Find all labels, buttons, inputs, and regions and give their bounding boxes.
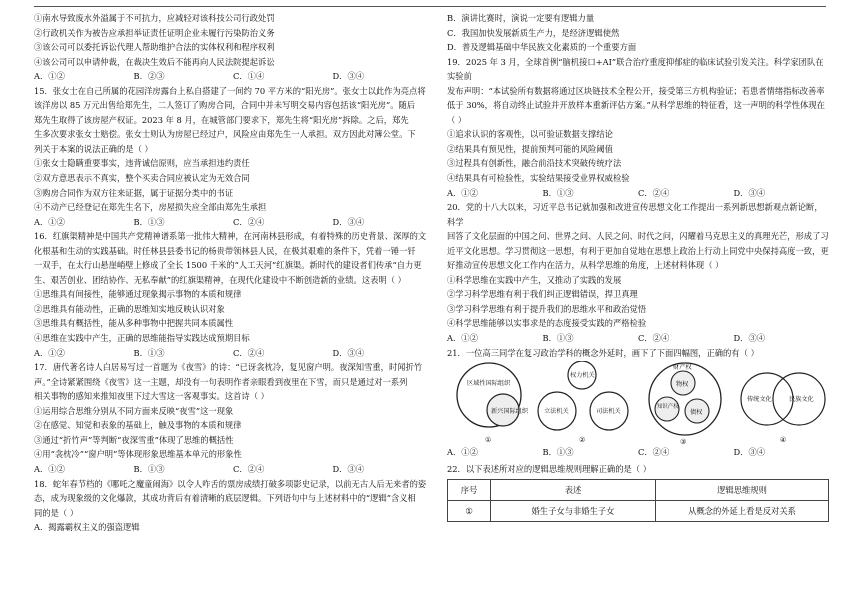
- diagram-1-outer-label: 区域性国际组织: [467, 380, 511, 388]
- q22-stem: 22．以下表述所对应的逻辑思维规则理解正确的是（ ）: [447, 463, 652, 474]
- diagram-3-label-c: 债权: [690, 409, 703, 417]
- q16-item: ②思维具有能动性，正确的思维知实地反映认识对象: [34, 303, 225, 314]
- diagram-1-number: ①: [485, 436, 492, 445]
- q15-item: ②双方意思表示不真实，整个买卖合同应被认定为无效合同: [34, 173, 250, 184]
- q16-item: ④思维在实践中产生，正确的思维能指导实践达成预期目标: [34, 333, 250, 344]
- option-d: D．③④: [332, 347, 365, 358]
- right-column: [447, 11, 829, 522]
- q16-stem-line: 生、艰苦创业、团结协作、无私奉献”的红旗渠精神，在现代化建设中不断创造新的业绩。这表明（ ）: [34, 274, 406, 285]
- q20-stem-line: 回答了文化层面的中国之问、世界之问、人民之问、时代之问，闪耀着马克思主义的真理光芒，形成了习: [447, 231, 829, 242]
- q16-stem-line: 16．红旗渠精神是中国共产党精神谱系第一批伟大精神，在河南林县形成，有着特殊的历史背景、深厚的文: [34, 231, 427, 242]
- concept-diagrams-svg: [447, 361, 829, 445]
- q18-option-b: B．演讲比赛时，演说一定要有逻辑力量: [447, 13, 595, 23]
- q20-item: ①科学思维在实践中产生，又推动了实践的发展: [447, 274, 622, 285]
- diagram-3-outer-label: 财产权: [673, 364, 692, 372]
- option-b: B．①③: [542, 187, 574, 198]
- q15-item: ④不动产已经登记在郑先生名下，房屋损失应全部由郑先生承担: [34, 202, 267, 213]
- diagram-4: [741, 373, 825, 444]
- diagram-3-label-a: 物权: [676, 381, 689, 389]
- option-a: A．①②: [34, 463, 65, 474]
- q20-stem-line: 20．党的十八大以来，习近平总书记就加强和改进宣传思想文化工作提出一系列新思想新观点新论断，科学: [447, 202, 823, 227]
- diagram-3: [649, 363, 721, 445]
- diagram-4-number: ④: [780, 436, 787, 445]
- option-c: C．②④: [233, 463, 265, 474]
- q17-options: [34, 462, 432, 477]
- option-b: B．②③: [133, 71, 165, 82]
- question-22: [447, 462, 829, 523]
- q20-stem-line: 好推动宣传思想文化工作内在活力，从科学思维的角度，上述材料体现（ ）: [447, 260, 724, 271]
- diagram-3-label-b: 知识产权: [657, 404, 679, 411]
- q16-item: ①思维具有间接性，能够通过现象揭示事物的本质和规律: [34, 289, 242, 300]
- diagram-3-number: ③: [680, 438, 687, 446]
- q16-item: ③思维具有概括性，能从多种事物中把握共同本质属性: [34, 318, 234, 329]
- q18-stem-line: 态，成为现象级的文化爆款，其成功背后有着清晰的底层逻辑。下列语句中与上述材料中的“逻辑”含义相: [34, 493, 416, 504]
- question-20: [447, 200, 829, 345]
- q17-item: ②在感觉、知觉和表象的基础上，触及事物的本质和规律: [34, 420, 242, 431]
- cell-index: ①: [448, 501, 491, 522]
- option-d: D．③④: [332, 71, 365, 82]
- header-rule: 逻辑思维规则: [656, 480, 829, 501]
- cell-statement: 婚生子女与非婚生子女: [491, 501, 656, 522]
- option-d: D．③④: [332, 216, 365, 227]
- option-a: A．①②: [34, 216, 65, 227]
- diagram-2: [538, 361, 628, 444]
- table-header-row: [448, 480, 829, 501]
- question-15: [34, 84, 432, 229]
- top-rule: [34, 6, 826, 7]
- q20-stem-line: 近平文化思想。学习贯彻这一思想，有利于更加自觉地在思想上政治上行动上同党中央保持高度一致，更: [447, 245, 829, 256]
- q15-options: [34, 215, 432, 230]
- q18-stem-line: 同的是（ ）: [34, 507, 79, 518]
- diagram-4-left-label: 传统文化: [747, 396, 772, 404]
- q17-item: ④用“衾枕冷”“窗户明”等体现形象思维基本单元的形象性: [34, 449, 242, 460]
- q21-options: [447, 445, 829, 460]
- option-c: C．①④: [233, 71, 265, 82]
- q19-stem-line: 低于 30%，将自动终止试验并开放样本重新评估方案。”从科学思维的特征看，这一声明的科学性体现在（ ）: [447, 100, 825, 125]
- header-statement: 表述: [491, 480, 656, 501]
- diagram-4-right-label: 民族文化: [789, 396, 814, 404]
- q20-item: ④科学思维能够以实事求是的态度接受实践的严格检验: [447, 318, 647, 329]
- diagram-1: [457, 363, 529, 444]
- option-a: A．①②: [447, 187, 478, 198]
- question-21: [447, 346, 829, 460]
- q15-stem-line: 郑先生取得了该房屋产权证。2023 年 8 月，在城管部门要求下，郑先生将“阳光房”拆除。之后，郑先: [34, 114, 409, 125]
- option-a: A．①②: [447, 447, 478, 458]
- option-c: C．②④: [233, 347, 265, 358]
- header-index: 序号: [448, 480, 491, 501]
- q15-item: ③购房合同作为双方往来证据，属于证据分类中的书证: [34, 187, 234, 198]
- q20-item: ②学习科学思维有利于我们纠正逻辑错误，捍卫真理: [447, 289, 638, 300]
- option-a: A．①②: [34, 347, 65, 358]
- q20-options: [447, 331, 829, 346]
- cell-rule: 从概念的外延上看是反对关系: [656, 501, 829, 522]
- option-c: C．②④: [233, 216, 265, 227]
- q17-item: ③通过“折竹声”等判断“夜深雪重”体现了思维的概括性: [34, 434, 234, 445]
- q15-stem-line: 15．张女士在自己所属的花园洋房露台上私自搭建了一间约 70 平方米的“阳光房”。张女士以此作为亮点将: [34, 85, 426, 96]
- question-19: [447, 55, 829, 200]
- prev-item-3: ③该公司可以委托诉讼代理人帮助维护合法的实体权利和程序权利: [34, 42, 275, 53]
- q18-option-c: C．我国加快发展新质生产力，是经济逻辑使然: [447, 27, 620, 38]
- q17-item: ①运用综合思维分别从不同方面来反映“夜雪”这一现象: [34, 405, 234, 416]
- q19-options: [447, 186, 829, 201]
- q19-item: ①追求认识的客观性，以可验证数据支撑结论: [447, 129, 613, 140]
- prev-item-1: ①南水导致废水外溢属于不可抗力，应减轻对该科技公司行政处罚: [34, 13, 275, 23]
- question-18: [34, 477, 432, 535]
- q16-stem-line: 化根基和生动的实践基础。时任林县县委书记的杨贵带领林县人民，在极其艰难的条件下，凭着一锤一钎: [34, 245, 416, 256]
- q15-stem-line: 生多次要求张女士赔偿。张女士则认为房屋已经过户，风险应由郑先生一人承担。双方因此对簿公堂。下: [34, 129, 416, 140]
- q19-item: ③过程具有创新性，融合前沿技术突破传统疗法: [447, 158, 622, 169]
- option-d: D．③④: [733, 447, 766, 458]
- q19-item: ④结果具有可检验性，实验结果接受业界权威检验: [447, 173, 630, 184]
- q17-stem-line: 声。”全诗紧紧围绕《夜雪》这一主题，却没有一句表明作者亲眼看到夜里在下雪，而只是通过对一系列: [34, 376, 408, 387]
- q19-stem-line: 19．2025 年 3 月，全球首例“脑机接口+AI”联合治疗重度抑郁症的临床试验引发关注。科学家团队在实验前: [447, 56, 824, 82]
- option-b: B．①③: [133, 463, 165, 474]
- logic-rules-table: [447, 479, 829, 522]
- concept-diagrams: [447, 361, 829, 445]
- option-d: D．③④: [733, 187, 766, 198]
- prev-item-2: ②行政机关作为被告应承担举证责任证明企业未履行污染防治义务: [34, 27, 275, 38]
- option-c: C．②④: [638, 447, 670, 458]
- q18-stem-line: 18．蛇年春节档的《哪吒之魔童闹海》以令人咋舌的票房成绩打破多项影史记录，以前无古人后无来者的姿: [34, 478, 427, 489]
- prev-options: [34, 69, 432, 84]
- prev-item-4: ④该公司可以申请仲裁，在裁决生效后不能再向人民法院提起诉讼: [34, 56, 275, 67]
- question-17: [34, 360, 432, 476]
- option-a: A．①②: [447, 333, 478, 344]
- diagram-1-inner-label: 新兴国际组织: [491, 408, 529, 416]
- option-b: B．①③: [542, 447, 574, 458]
- diagram-2-left-label: 立法机关: [544, 408, 569, 416]
- table-row: [448, 501, 829, 522]
- left-column: [34, 11, 432, 535]
- diagram-2-number: ②: [579, 436, 586, 445]
- option-b: B．①③: [542, 333, 574, 344]
- option-d: D．③④: [332, 463, 365, 474]
- diagram-2-top-label: 权力机关: [570, 372, 595, 380]
- option-c: C．②④: [638, 187, 670, 198]
- option-d: D．③④: [733, 333, 766, 344]
- q18-option-a: A．揭露霸权主义的强盗逻辑: [34, 522, 140, 533]
- option-c: C．②④: [638, 333, 670, 344]
- q20-item: ③学习科学思维有利于提升我们的思维水平和政治觉悟: [447, 303, 647, 314]
- q15-item: ①张女士隐瞒重要事实，违背诚信原则，应当承担违约责任: [34, 158, 250, 169]
- diagram-2-right-label: 司法机关: [596, 408, 621, 416]
- q17-stem-line: 相关事物的感知来推知夜里下过大雪这一客观事实。这首诗（ ）: [34, 391, 269, 402]
- question-16: [34, 229, 432, 360]
- option-b: B．①③: [133, 216, 165, 227]
- q15-stem-line: 该洋房以 85 万元出售给郑先生，二人签订了购房合同，合同中并未写明交易内容包括该“阳光房”。随后: [34, 100, 416, 111]
- q15-stem-line: 列关于本案的说法正确的是（ ）: [34, 143, 153, 154]
- option-a: A．①②: [34, 71, 65, 82]
- q16-stem-line: 一双手，在太行山悬崖峭壁上修成了全长 1500 千米的“人工天河”红旗渠。新时代的建设者们传承“自力更: [34, 260, 422, 271]
- q19-stem-line: 发布声明：“本试验所有数据将通过区块链技术全程公开，接受第三方机构验证；若患者情绪指标改善率: [447, 85, 825, 96]
- q21-stem: 21．一位高三同学在复习政治学科的概念外延时，画下了下面四幅图，正确的有（ ）: [447, 347, 759, 358]
- q18-option-d: D．普及逻辑基础中华民族文化素质的一个重要方面: [447, 42, 637, 53]
- q17-stem-line: 17．唐代著名诗人白居易写过一首题为《夜雪》的诗：“已讶衾枕冷，复见窗户明。夜深知雪重，时闻折竹: [34, 362, 423, 373]
- q16-options: [34, 346, 432, 361]
- option-b: B．①③: [133, 347, 165, 358]
- q19-item: ②结果具有预见性，提前预判可能的风险阈值: [447, 143, 613, 154]
